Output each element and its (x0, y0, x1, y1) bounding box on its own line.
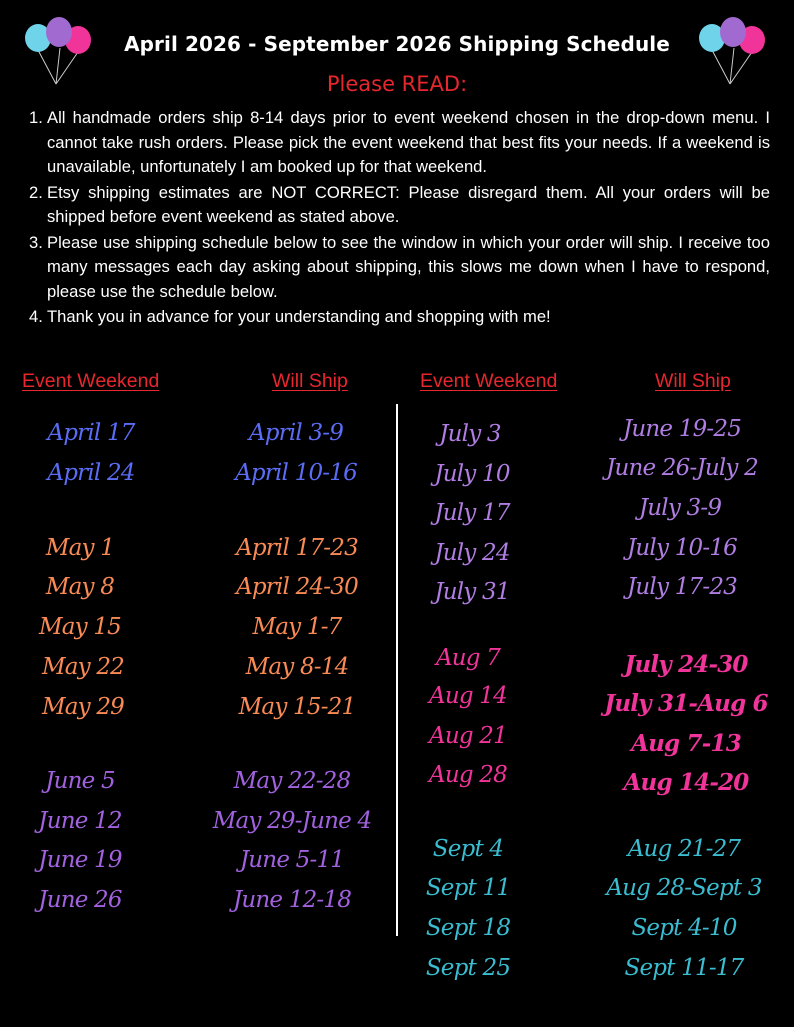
event-date: July 31 (434, 579, 510, 605)
rule-text: Please use shipping schedule below to see the window in which your order will ship. I receive too many messages each day asking about shipping, this slows me down when I have to respond, please use the schedule below. (47, 232, 770, 301)
event-date: Aug 28 (429, 762, 507, 788)
ship-window: June 5-11 (239, 847, 345, 873)
ship-window: Aug 14-20 (623, 769, 749, 796)
ship-window: July 24-30 (624, 651, 748, 678)
event-date: May 1 (45, 535, 115, 561)
event-date: Sept 11 (425, 875, 511, 901)
event-date: July 24 (434, 540, 510, 566)
ship-window: Aug 21-27 (627, 836, 741, 862)
event-date: May 15 (38, 614, 122, 640)
rule-text: Etsy shipping estimates are NOT CORRECT: Please disregard them. All your orders will be shipped before event weekend as stated above. (47, 182, 770, 226)
event-date: June 26 (38, 887, 122, 913)
rule-item (18, 106, 770, 180)
rules-list (18, 106, 770, 331)
event-date: June 12 (38, 808, 122, 834)
ship-window: June 19-25 (622, 416, 742, 442)
page-title: April 2026 - September 2026 Shipping Schedule (124, 32, 670, 56)
ship-window: Aug 7-13 (631, 730, 741, 757)
will-ship-header: Will Ship (272, 370, 348, 392)
rule-item (18, 181, 770, 230)
please-read-heading: Please READ: (326, 72, 468, 96)
event-date: Aug 7 (435, 645, 501, 671)
event-date: May 29 (41, 694, 125, 720)
ship-window: July 3-9 (638, 495, 722, 521)
ship-window: May 15-21 (238, 694, 356, 720)
ship-window: May 8-14 (245, 654, 349, 680)
will-ship-header: Will Ship (655, 370, 731, 392)
event-weekend-header: Event Weekend (420, 370, 558, 392)
event-date: May 8 (45, 574, 115, 600)
ship-window: Aug 28-Sept 3 (606, 875, 762, 901)
ship-window: May 29-June 4 (212, 808, 372, 834)
ship-window: July 31-Aug 6 (604, 690, 768, 717)
event-date: June 5 (45, 768, 115, 794)
rule-item (18, 231, 770, 305)
event-date: April 24 (47, 460, 135, 486)
event-date: Sept 4 (432, 836, 504, 862)
event-date: July 3 (439, 421, 501, 447)
event-date: May 22 (41, 654, 125, 680)
rule-text: Thank you in advance for your understanding and shopping with me! (47, 307, 551, 326)
ship-window: April 10-16 (235, 460, 357, 486)
ship-window: April 17-23 (236, 535, 358, 561)
event-date: Sept 18 (425, 915, 511, 941)
ship-window: July 10-16 (627, 535, 737, 561)
ship-window: May 1-7 (252, 614, 342, 640)
ship-window: Sept 11-17 (624, 955, 744, 981)
ship-window: May 22-28 (233, 768, 351, 794)
event-date: July 17 (434, 500, 510, 526)
rule-item (18, 305, 770, 330)
rule-number: 4. (29, 307, 43, 326)
ship-window: April 3-9 (248, 420, 344, 446)
rule-number: 2. (29, 182, 43, 202)
event-date: July 10 (434, 461, 510, 487)
event-weekend-header: Event Weekend (22, 370, 160, 392)
rule-number: 1. (29, 108, 43, 127)
rule-text: All handmade orders ship 8-14 days prior to event weekend chosen in the drop-down menu. I cannot take rush orders. Please pick the event weekend that best fits your needs. If a weekend is unavailable, unfortunately I am booked up for that weekend. (47, 108, 770, 176)
event-date: June 19 (38, 847, 122, 873)
ship-window: Sept 4-10 (631, 915, 737, 941)
rule-number: 3. (29, 232, 43, 252)
ship-window: July 17-23 (627, 574, 737, 600)
ship-window: April 24-30 (236, 574, 358, 600)
event-date: April 17 (47, 420, 135, 446)
column-divider (396, 404, 398, 936)
ship-window: June 26-July 2 (606, 455, 758, 481)
ship-window: June 12-18 (232, 887, 352, 913)
event-date: Aug 21 (429, 723, 507, 749)
event-date: Aug 14 (429, 683, 507, 709)
event-date: Sept 25 (425, 955, 511, 981)
